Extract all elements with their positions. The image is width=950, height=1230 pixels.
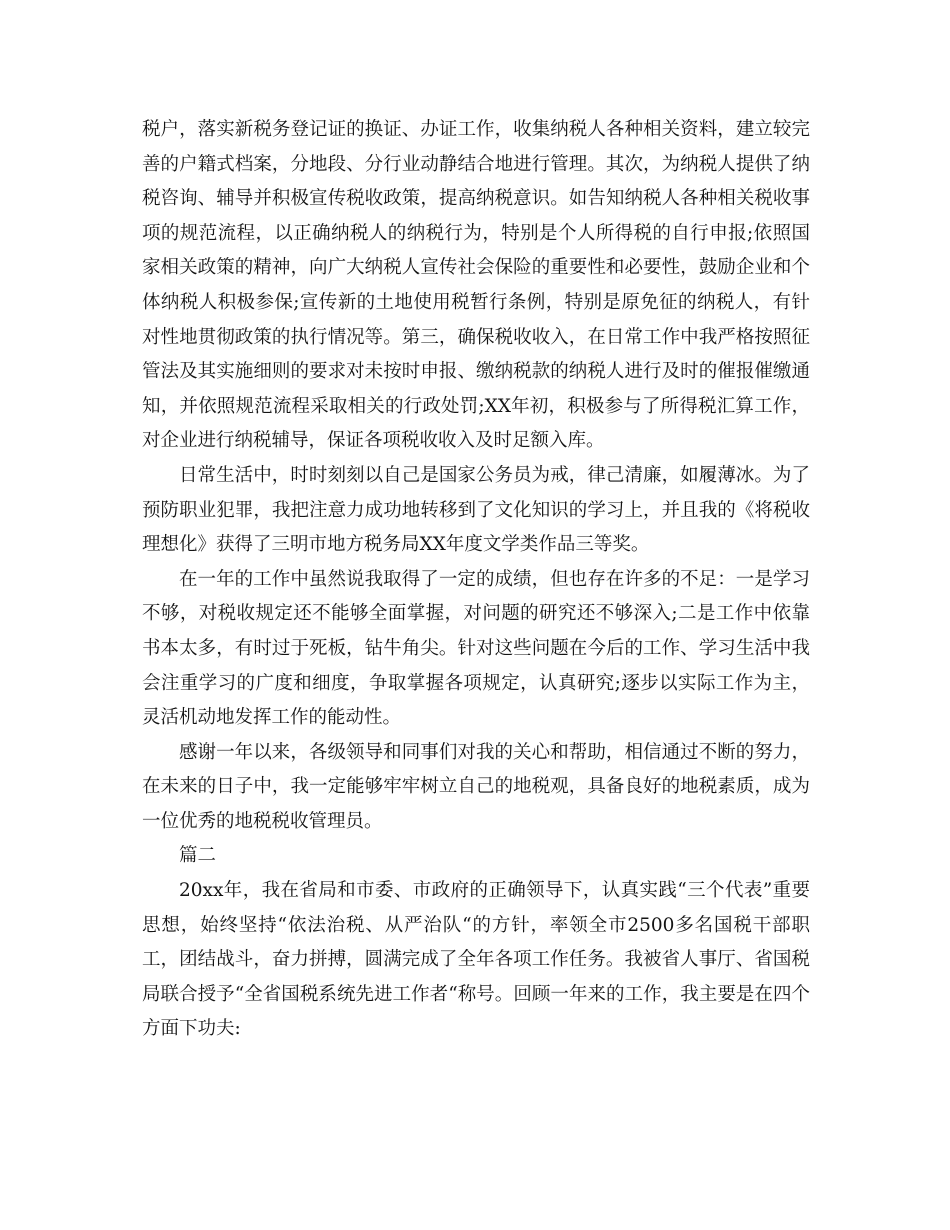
paragraph-daily-life: 日常生活中，时时刻刻以自己是国家公务员为戒，律己清廉，如履薄冰。为了预防职业犯罪，我把注意力成功地转移到了文化知识的学习上，并且我的《将税收理想化》获得了三明市地方税务局XX年度文学类作品三等奖。 [142, 464, 810, 556]
paragraph-tax-management: 税户，落实新税务登记证的换证、办证工作，收集纳税人各种相关资料，建立较完善的户籍式档案，分地段、分行业动静结合地进行管理。其次，为纳税人提供了纳税咨询、辅导并积极宣传税收政策，提高纳税意识。如告知纳税人各种相关税收事项的规范流程，以正确纳税人的纳税行为，特别是个人所得税的自行申报;依照国家相关政策的精神，向广大纳税人宣传社会保险的重要性和必要性，鼓励企业和个体纳税人积极参保;宣传新的土地使用税暂行条例，特别是原免征的纳税人，有针对性地贯彻政策的执行情况等。第三，确保税收收入，在日常工作中我严格按照征管法及其实施细则的要求对未按时申报、缴纳税款的纳税人进行及时的催报催缴通知，并依照规范流程采取相关的行政处罚;XX年初，积极参与了所得税汇算工作，对企业进行纳税辅导，保证各项税收收入及时足额入库。 [142, 119, 810, 452]
paragraph-thanks: 感谢一年以来，各级领导和同事们对我的关心和帮助，相信通过不断的努力，在未来的日子中，我一定能够牢牢树立自己的地税观，具备良好的地税素质，成为一位优秀的地税税收管理员。 [142, 741, 810, 832]
paragraph-section-two-intro: 20xx年，我在省局和市委、市政府的正确领导下，认真实践“三个代表”重要思想，始终坚持“依法治税、从严治队“的方针，率领全市2500多名国税干部职工，团结战斗，奋力拼搏，圆满完成了全年各项工作任务。我被省人事厅、省国税局联合授予“全省国税系统先进工作者“称号。回顾一年来的工作，我主要是在四个方面下功夫: [142, 880, 810, 1040]
document-page [142, 113, 810, 1047]
section-heading: 篇二 [179, 845, 217, 867]
paragraph-shortcomings: 在一年的工作中虽然说我取得了一定的成绩，但也存在许多的不足：一是学习不够，对税收规定还不能够全面掌握，对问题的研究还不够深入;二是工作中依靠书本太多，有时过于死板，钻牛角尖。针对这些问题在今后的工作、学习生活中我会注重学习的广度和细度，争取掌握各项规定，认真研究;逐步以实际工作为主，灵活机动地发挥工作的能动性。 [142, 568, 810, 729]
